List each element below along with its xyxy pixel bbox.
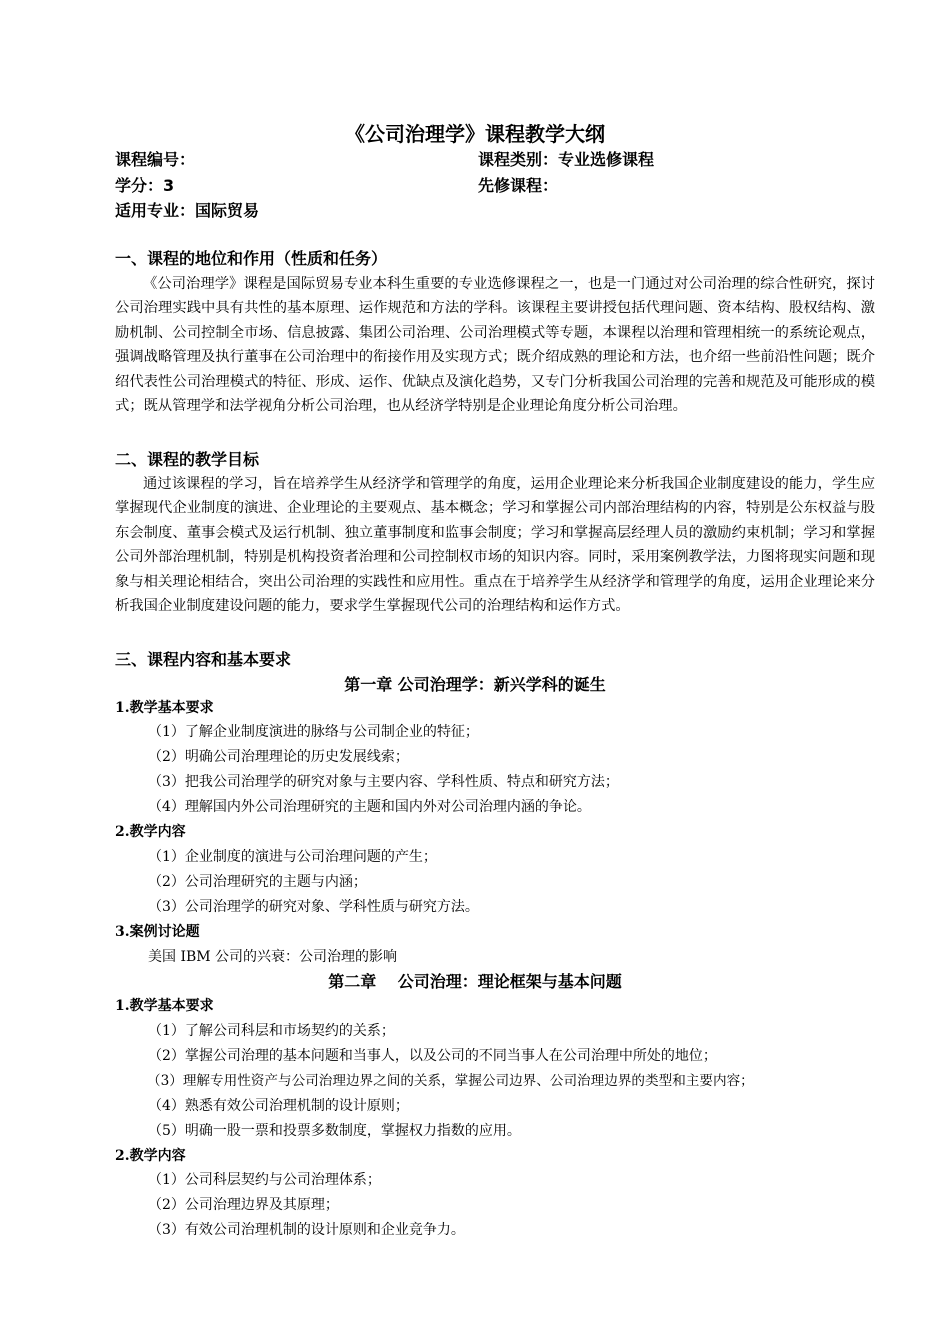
chapter-1-content-item: （2）公司治理研究的主题与内涵； [148,874,367,890]
chapter-2-content-item: （2）公司治理边界及其原理； [148,1197,339,1213]
chapter-2-title: 第二章 公司治理：理论框架与基本问题 [328,972,622,991]
course-type: 课程类别：专业选修课程 [478,150,655,169]
section-3-heading: 三、课程内容和基本要求 [115,650,292,669]
chapter-1-requirements-heading: 1.教学基本要求 [115,700,214,716]
applicable-major: 适用专业：国际贸易 [115,201,260,220]
section-1-paragraph: 《公司治理学》课程是国际贸易专业本科生重要的专业选修课程之一，也是一门通过对公司治理的综合性研究，探讨公司治理实践中具有共性的基本原理、运作规范和方法的学科。该课程主要讲授包括代理问题、资本结构、股权结构、激励机制、公司控制全市场、信息披露、集团公司治理、公司治理模式等专题，本课程以治理和管理相统一的系统论观点，强调战略管理及执行董事在公司治理中的衔接作用及实现方式；既介绍成熟的理论和方法，也介绍一些前沿性问题；既介绍代表性公司治理模式的特征、形成、运作、优缺点及演化趋势，又专门分析我国公司治理的完善和规范及可能形成的模式；既从管理学和法学视角分析公司治理，也从经济学特别是企业理论角度分析公司治理。 [115,276,875,415]
course-prerequisites: 先修课程： [478,176,559,195]
chapter-2-content-item: （1）公司科层契约与公司治理体系； [148,1172,381,1188]
chapter-1-requirement: （1）了解企业制度演进的脉络与公司制企业的特征； [148,724,479,740]
chapter-1-case-heading: 3.案例讨论题 [115,924,200,940]
chapter-2-content-heading: 2.教学内容 [115,1148,186,1164]
chapter-2-requirement: （3）理解专用性资产与公司治理边界之间的关系，掌握公司边界、公司治理边界的类型和主要内容； [147,1073,754,1089]
chapter-2-requirement: （2）掌握公司治理的基本问题和当事人，以及公司的不同当事人在公司治理中所处的地位； [148,1048,717,1064]
chapter-1-requirement: （3）把我公司治理学的研究对象与主要内容、学科性质、特点和研究方法； [148,774,619,790]
chapter-2-requirement: （1）了解公司科层和市场契约的关系； [148,1023,395,1039]
chapter-2-content-item: （3）有效公司治理机制的设计原则和企业竞争力。 [148,1222,465,1238]
chapter-1-requirement: （2）明确公司治理理论的历史发展线索； [148,749,409,765]
chapter-1-content-heading: 2.教学内容 [115,824,186,840]
chapter-2-requirement: （5）明确一股一票和投票多数制度，掌握权力指数的应用。 [148,1123,521,1139]
chapter-1-content-item: （3）公司治理学的研究对象、学科性质与研究方法。 [148,899,479,915]
course-number: 课程编号： [115,150,196,169]
chapter-1-content-item: （1）企业制度的演进与公司治理问题的产生； [148,849,437,865]
chapter-1-title: 第一章 公司治理学：新兴学科的诞生 [344,675,606,694]
chapter-2-requirements-heading: 1.教学基本要求 [115,998,214,1014]
course-credits: 学分：3 [115,176,175,195]
section-2-heading: 二、课程的教学目标 [115,450,260,469]
chapter-1-case-text: 美国 IBM 公司的兴衰：公司治理的影响 [148,949,398,965]
chapter-2-requirement: （4）熟悉有效公司治理机制的设计原则； [148,1098,409,1114]
section-2-paragraph: 通过该课程的学习，旨在培养学生从经济学和管理学的角度，运用企业理论来分析我国企业制度建设的能力，学生应掌握现代企业制度的演进、企业理论的主要观点、基本概念；学习和掌握公司内部治理结构的内容，特别是公东权益与股东会制度、董事会模式及运行机制、独立董事制度和监事会制度；学习和掌握高层经理人员的激励约束机制；学习和掌握公司外部治理机制，特别是机构投资者治理和公司控制权市场的知识内容。同时，采用案例教学法，力图将现实问题和现象与相关理论相结合，突出公司治理的实践性和应用性。重点在于培养学生从经济学和管理学的角度，运用企业理论来分析我国企业制度建设问题的能力，要求学生掌握现代公司的治理结构和运作方式。 [115,476,875,615]
document-title: 《公司治理学》课程教学大纲 [345,122,605,146]
chapter-1-requirement: （4）理解国内外公司治理研究的主题和国内外对公司治理内涵的争论。 [148,799,591,815]
section-1-heading: 一、课程的地位和作用（性质和任务） [115,249,388,268]
